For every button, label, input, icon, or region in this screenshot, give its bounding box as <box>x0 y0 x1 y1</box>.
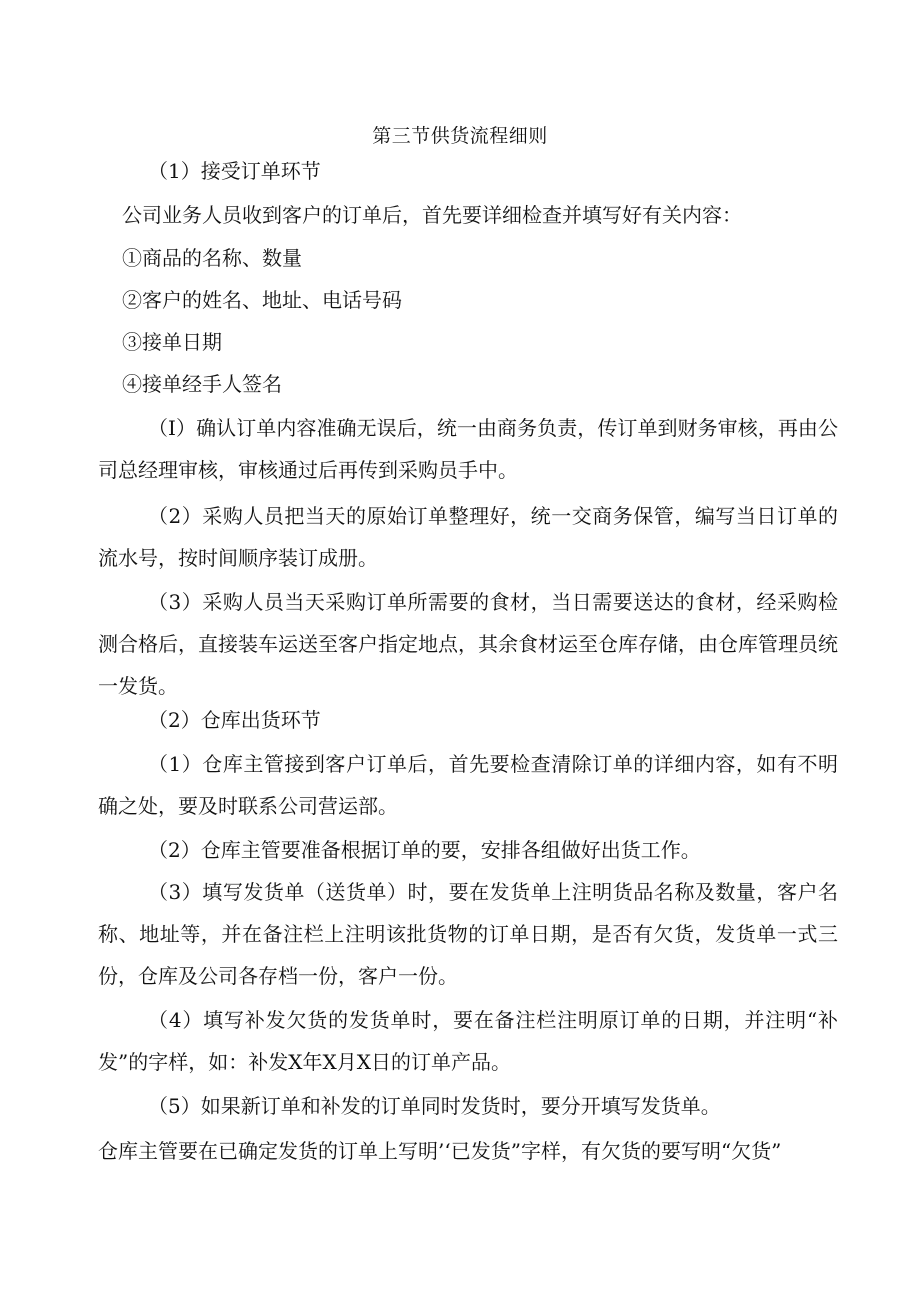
section-heading-1: （1）接受订单环节 <box>148 159 321 183</box>
body-paragraph: （1）仓库主管接到客户订单后，首先要检查清除订单的详细内容，如有不明确之处，要及时联系公司营运部。 <box>98 752 838 818</box>
checklist-item: ③接单日期 <box>122 330 222 354</box>
body-paragraph: （2）采购人员把当天的原始订单整理好，统一交商务保管，编写当日订单的流水号，按时间顺序装订成册。 <box>98 504 838 570</box>
body-paragraph: （3）采购人员当天采购订单所需要的食材，当日需要送达的食材，经采购检测合格后，直接装车运送至客户指定地点，其余食材运至仓库存储，由仓库管理员统一发货。 <box>98 590 838 698</box>
closing-paragraph: 仓库主管要在已确定发货的订单上写明’‘已发货”字样，有欠货的要写明“欠货” <box>98 1139 782 1163</box>
body-paragraph: （2）仓库主管要准备根据订单的要，安排各组做好出货工作。 <box>148 838 701 862</box>
section-heading-2: （2）仓库出货环节 <box>148 708 321 732</box>
checklist-item: ④接单经手人签名 <box>122 372 282 396</box>
body-paragraph: （5）如果新订单和补发的订单同时发货时，要分开填写发货单。 <box>148 1094 721 1118</box>
body-paragraph: （I）确认订单内容准确无误后，统一由商务负责，传订单到财务审核，再由公司总经理审核，审核通过后再传到采购员手中。 <box>98 416 838 482</box>
intro-paragraph: 公司业务人员收到客户的订单后，首先要详细检查并填写好有关内容： <box>122 203 742 227</box>
section-title: 第三节供货流程细则 <box>372 125 548 147</box>
checklist-item: ①商品的名称、数量 <box>122 246 302 270</box>
checklist-item: ②客户的姓名、地址、电话号码 <box>122 288 402 312</box>
body-paragraph: （4）填写补发欠货的发货单时，要在备注栏注明原订单的日期，并注明“补发”的字样，如：补发X年X月X日的订单产品。 <box>98 1008 838 1074</box>
body-paragraph: （3）填写发货单（送货单）时，要在发货单上注明货品名称及数量，客户名称、地址等，并在备注栏上注明该批货物的订单日期，是否有欠货，发货单一式三份，仓库及公司各存档一份，客户一份。 <box>98 880 838 988</box>
